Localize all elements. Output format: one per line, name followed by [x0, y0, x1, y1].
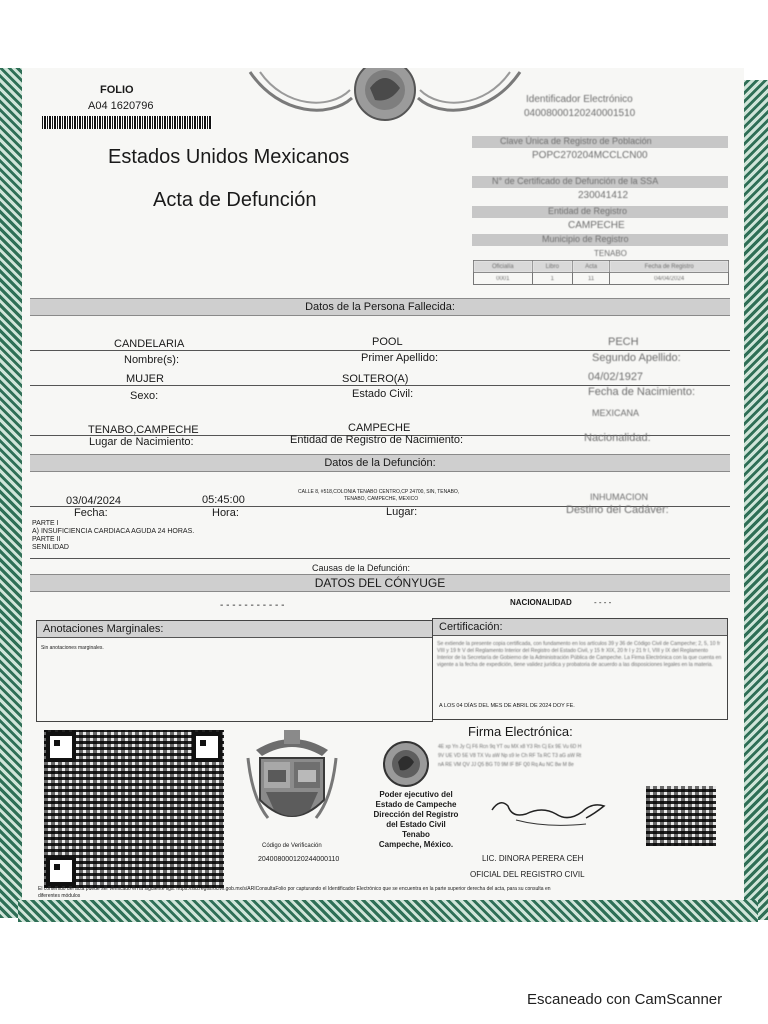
rule-names: [30, 350, 730, 351]
lugar-label: Lugar:: [386, 506, 418, 518]
authority-line-6: Campeche, México.: [378, 840, 454, 849]
registry-col-acta: Acta: [572, 261, 609, 273]
deceased-birthplace: TENABO,CAMPECHE: [88, 424, 199, 436]
registry-table-row: [474, 273, 729, 285]
fecha-label: Fecha:: [74, 507, 108, 519]
annotations-title: Anotaciones Marginales:: [37, 621, 432, 638]
footer-verification-note: El contenido del acta puede ser verificado en la siguiente liga: https://sid.registrocivil.gob.mx/s/ARIConsultaFolio por capturando el Identificador Electrónico que se encuentra en la parte superior derecha del acta, para su consulta en: [38, 886, 551, 892]
section-deceased-title: Datos de la Persona Fallecida:: [30, 298, 730, 316]
death-place-line-2: TENABO, CAMPECHE, MEXICO: [344, 496, 419, 502]
folio-barcode: [42, 116, 212, 129]
deceased-birth-registry-state: CAMPECHE: [348, 422, 411, 434]
signature-code-line-1: 4E xp Yn Jy Cj F6 Rcn 9q YT ou MX x8 Y3 Rn Cj Ex 9E Vu 6D H: [438, 744, 582, 750]
registry-book-table: [473, 260, 729, 285]
death-cause-line-3: PARTE II: [32, 536, 61, 543]
segundo-apellido-label: Segundo Apellido:: [592, 352, 681, 364]
mexico-seal-icon: [380, 740, 432, 788]
sexo-label: Sexo:: [130, 390, 159, 402]
electronic-id-value: 04008000120240001510: [524, 108, 636, 119]
electronic-signature-qr-code: [646, 786, 716, 846]
authority-line-1: Poder ejecutivo del: [379, 790, 453, 799]
deceased-civil-status: SOLTERO(A): [342, 373, 409, 385]
electronic-signature-title: Firma Electrónica:: [468, 724, 573, 739]
death-certificate-document: [0, 68, 768, 924]
death-cause-line-2: A) INSUFICIENCIA CARDIACA AGUDA 24 HORAS.: [32, 528, 195, 535]
qr-finder-bottom-left: [46, 856, 76, 886]
deceased-first-surname: POOL: [372, 336, 403, 348]
issuing-authority-block: [366, 790, 466, 850]
body-destination: INHUMACION: [590, 492, 648, 502]
authority-line-2: Estado de Campeche: [375, 800, 457, 809]
curp-value: POPC270204MCCLCN00: [532, 150, 648, 161]
nacionalidad-label: Nacionalidad:: [584, 432, 651, 444]
signature-code-line-2: 9V UE VD 5E V8 TX Vu aW Np s9 Ie Ch RF Ta RC T3 aG aW Rt: [438, 753, 582, 759]
bottom-decorative-border: [18, 900, 758, 922]
authority-line-3: Dirección del Registro: [373, 810, 459, 819]
certificate-label: N° de Certificado de Defunción de la SSA: [492, 176, 659, 186]
left-decorative-border: [0, 68, 22, 918]
verification-code-value: 204008000120244000110: [258, 856, 340, 863]
registry-acta-value: 11: [572, 273, 609, 285]
primer-apellido-label: Primer Apellido:: [361, 352, 439, 364]
entidad-registro-label: Entidad de Registro: [548, 206, 628, 216]
deceased-second-surname: PECH: [608, 336, 639, 348]
registry-col-fecha: Fecha de Registro: [610, 261, 729, 273]
qr-finder-top-left: [46, 732, 76, 762]
nombre-label: Nombre(s):: [124, 354, 180, 366]
deceased-sex: MUJER: [126, 373, 164, 385]
national-emblem-header-icon: [240, 68, 530, 126]
country-title: Estados Unidos Mexicanos: [108, 146, 350, 168]
registry-oficialia-value: 0001: [474, 273, 533, 285]
electronic-id-label: Identificador Electrónico: [526, 94, 633, 105]
certification-date-line: A LOS 04 DÍAS DEL MES DE ABRIL DE 2024 DOY FE.: [439, 703, 575, 709]
causas-label: Causas de la Defunción:: [312, 563, 411, 573]
signature-code-line-3: nA RE VM QV JJ Q5 BG T0 9M IF BF Q0 Rq Au NC 8w M 8e: [438, 762, 574, 768]
authority-line-4: del Estado Civil: [386, 820, 446, 829]
municipio-registro-label: Municipio de Registro: [542, 234, 629, 244]
deceased-birth-date: 04/02/1927: [588, 371, 644, 383]
official-title: OFICIAL DEL REGISTRO CIVIL: [470, 870, 585, 879]
certificate-value: 230041412: [578, 190, 629, 201]
spouse-name-placeholder: - - - - - - - - - - -: [220, 600, 285, 611]
fecha-nacimiento-label: Fecha de Nacimiento:: [588, 386, 695, 398]
document-paper: [22, 68, 744, 900]
certification-title: Certificación:: [433, 619, 727, 636]
handwritten-signature: [486, 784, 616, 836]
lugar-nacimiento-label: Lugar de Nacimiento:: [89, 436, 194, 448]
estado-civil-label: Estado Civil:: [352, 388, 414, 400]
destino-label: Destino del Cadáver:: [566, 504, 669, 516]
certification-box: [432, 618, 728, 720]
campeche-coat-of-arms-icon: [246, 728, 338, 836]
death-cause-line-4: SENILIDAD: [32, 544, 69, 551]
death-time: 05:45:00: [202, 494, 245, 506]
footer-verification-note-2: diferentes módulos: [38, 893, 81, 899]
section-death-title: Datos de la Defunción:: [30, 454, 730, 472]
folio-label: FOLIO: [100, 84, 134, 96]
registry-table-header: [474, 261, 729, 273]
registry-col-libro: Libro: [532, 261, 572, 273]
verification-code-label: Código de Verificación: [262, 843, 322, 849]
document-title: Acta de Defunción: [153, 189, 317, 211]
death-date: 03/04/2024: [66, 495, 122, 507]
qr-finder-top-right: [192, 732, 222, 762]
folio-number: A04 1620796: [88, 100, 154, 112]
authority-line-5: Tenabo: [402, 830, 430, 839]
entidad-nacimiento-label: Entidad de Registro de Nacimiento:: [290, 434, 464, 446]
official-name: LIC. DINORA PERERA CEH: [482, 854, 584, 863]
hora-label: Hora:: [212, 507, 239, 519]
death-cause-line-1: PARTE I: [32, 520, 59, 527]
death-place-line-1: CALLE 8, #518,COLONIA TENABO CENTRO,CP 24700, SIN, TENABO,: [298, 489, 460, 495]
section-spouse-title: DATOS DEL CÓNYUGE: [30, 574, 730, 592]
municipio-registro-value: TENABO: [594, 249, 627, 258]
rule-causes: [30, 558, 730, 559]
registry-fecha-value: 04/04/2024: [610, 273, 729, 285]
spouse-nationality-value: - - - -: [594, 598, 612, 607]
certification-text: Se extiende la presente copia certificada, con fundamento en los artículos 39 y 36 de Código Civil de Campeche; 2, 5, 10 fr VIII y 19 fr V del Reglamento Interior del Registro del Estado Civil, y 15 fr XIX, 20 fr I y 21 fr I, VIII y IX del Reglamento Interior de la Secretaría de Gobierno de la Administración Pública de Campeche. La Firma Electrónica con la que cuenta en vigente a la fecha de expedición, tiene validez jurídica y probatoria de acuerdo a las disposiciones legales en la materia.: [437, 641, 722, 668]
deceased-first-name: CANDELARIA: [114, 338, 185, 350]
annotations-box: [36, 620, 433, 722]
spouse-nationality-label: NACIONALIDAD: [510, 598, 572, 607]
camscanner-watermark: Escaneado con CamScanner: [527, 991, 723, 1008]
registry-col-oficialia: Oficialía: [474, 261, 533, 273]
right-decorative-border: [744, 80, 768, 920]
curp-label: Clave Única de Registro de Población: [500, 136, 652, 146]
entidad-registro-value: CAMPECHE: [568, 220, 625, 231]
registry-libro-value: 1: [532, 273, 572, 285]
annotations-text: Sin anotaciones marginales.: [41, 645, 104, 651]
deceased-nationality: MEXICANA: [592, 408, 640, 418]
verification-qr-code-large: [44, 730, 224, 888]
